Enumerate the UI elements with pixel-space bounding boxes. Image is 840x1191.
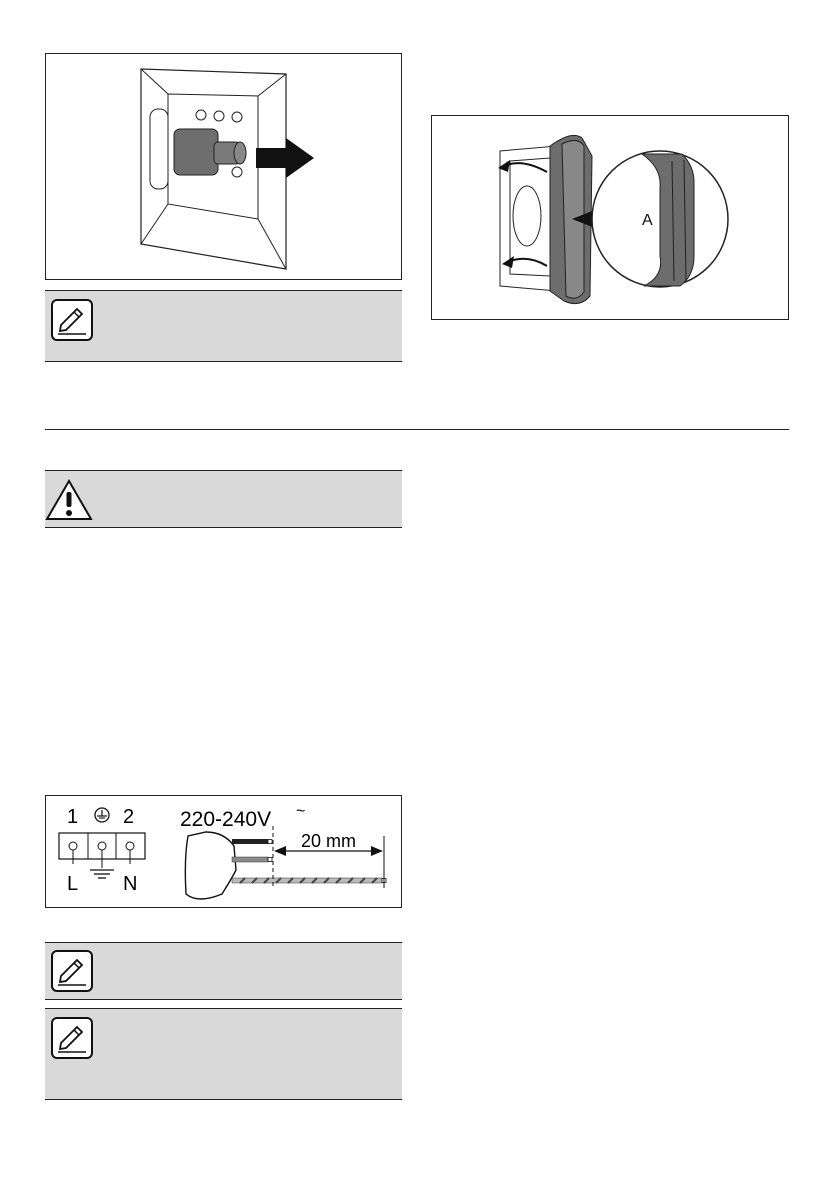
wiring-illustration (46, 796, 401, 907)
note-box-2 (45, 942, 402, 1000)
voltage-label: 220-240V (180, 808, 272, 831)
bulb-cover-illustration (432, 116, 788, 319)
callout-label-a: A (642, 212, 653, 229)
warning-triangle-icon (45, 478, 93, 522)
pencil-note-icon (51, 1017, 93, 1059)
figure-wiring (45, 795, 402, 908)
figure-plug-removal (45, 53, 402, 280)
terminal-letter-l: L (67, 873, 79, 895)
figure-bulb-cover (431, 115, 789, 320)
terminal-letter-n: N (123, 873, 138, 895)
terminal-number-1: 1 (67, 806, 79, 828)
warning-box (45, 470, 402, 528)
note-box-3 (45, 1008, 402, 1100)
pencil-note-icon (51, 299, 93, 341)
terminal-number-2: 2 (123, 806, 135, 828)
strip-length-label: 20 mm (301, 831, 357, 851)
section-divider (45, 429, 789, 430)
note-box-1 (45, 290, 402, 362)
plug-removal-illustration (46, 54, 401, 279)
pencil-note-icon (51, 950, 93, 992)
voltage-symbol: ~ (296, 803, 306, 820)
earth-symbol-icon (95, 808, 109, 822)
